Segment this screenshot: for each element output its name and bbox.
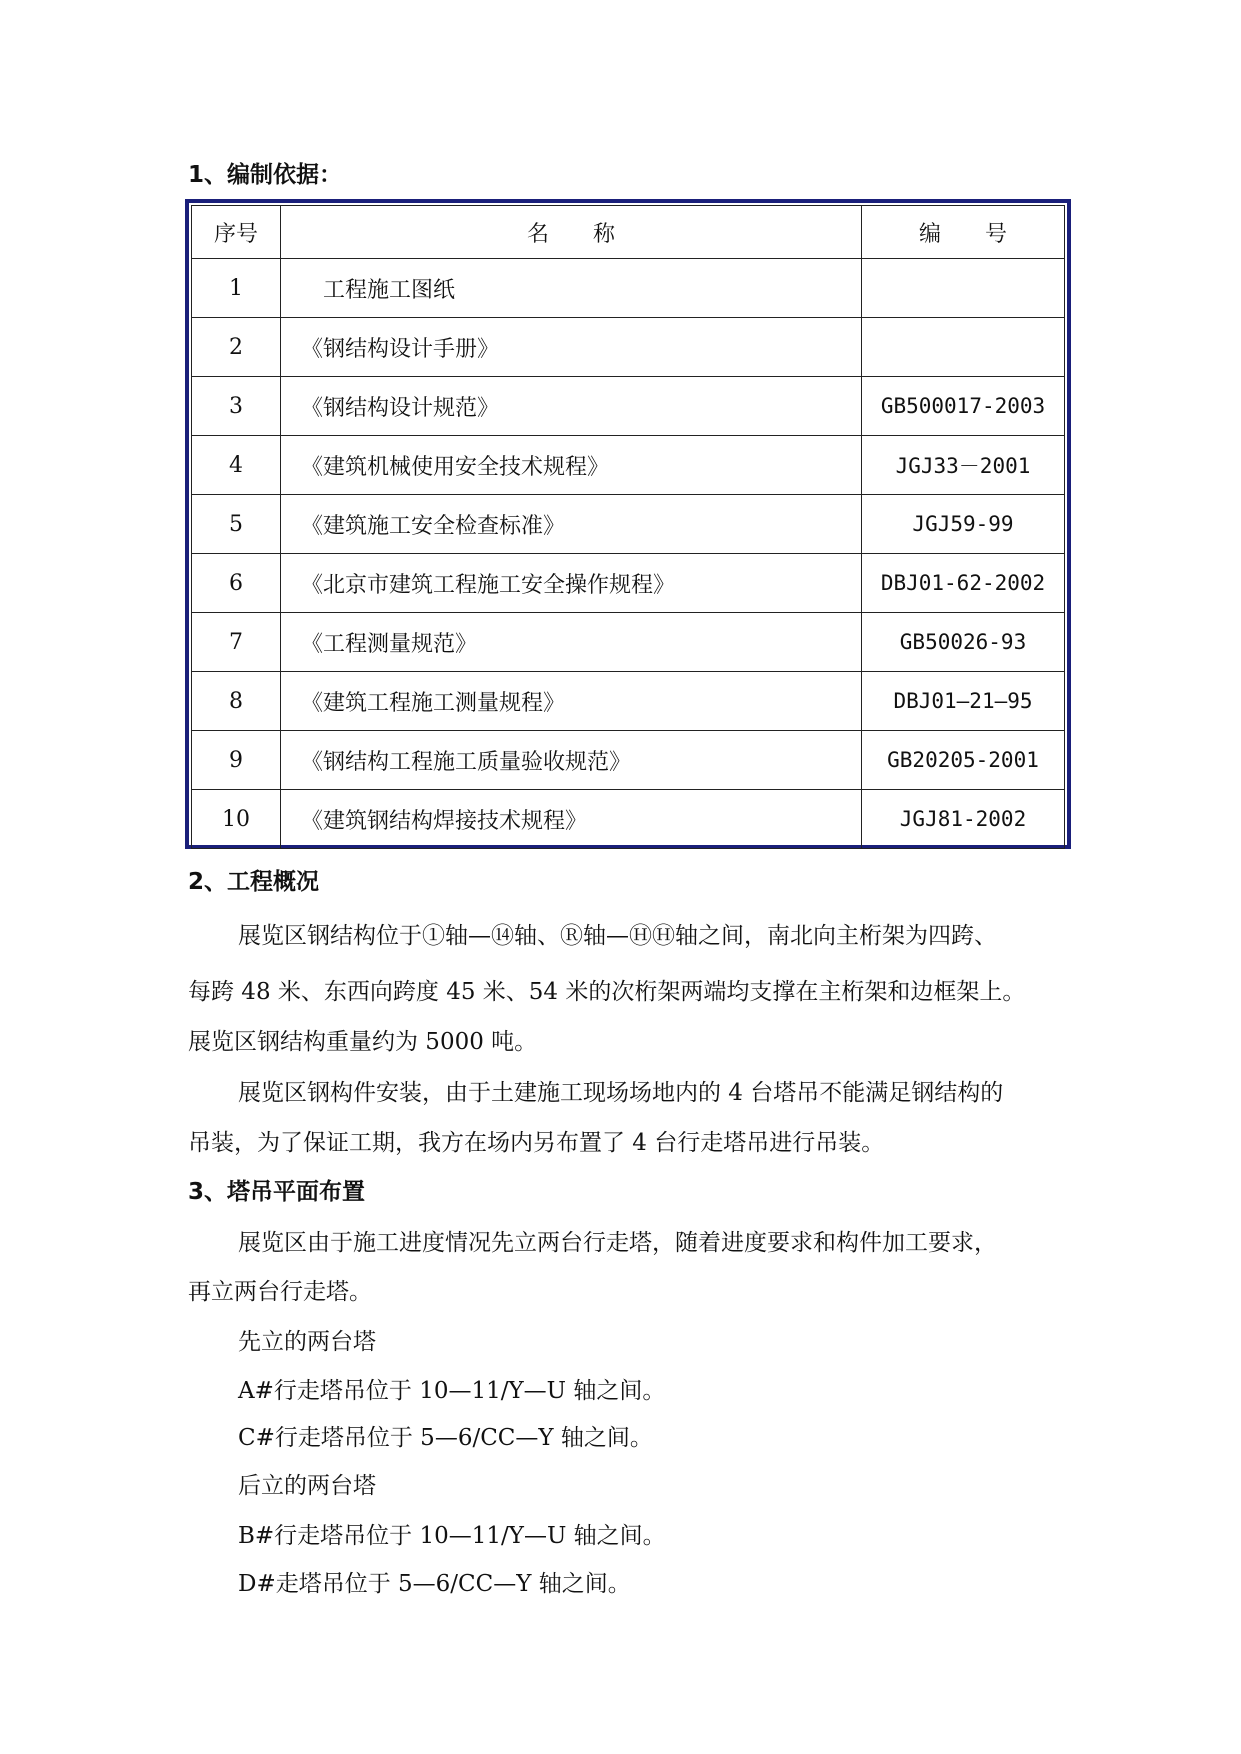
row-code: GB50026-93 <box>862 613 1065 672</box>
row-name: 《北京市建筑工程施工安全操作规程》 <box>281 554 862 613</box>
row-code: DBJ01—21—95 <box>862 672 1065 731</box>
table-row <box>192 259 1065 318</box>
table-row <box>192 613 1065 672</box>
header-code: 编 号 <box>862 206 1065 259</box>
overview-paragraph-line: 展览区钢结构位于①轴—⑭轴、Ⓡ轴—ⒽⒽ轴之间，南北向主桁架为四跨、 <box>238 923 997 949</box>
row-code: GB20205-2001 <box>862 731 1065 790</box>
header-index: 序号 <box>192 206 281 259</box>
tower-a-line: A#行走塔吊位于 10—11/Y—U 轴之间。 <box>238 1378 666 1404</box>
row-index: 6 <box>192 554 281 613</box>
row-name: 《工程测量规范》 <box>281 613 862 672</box>
row-code: GB500017-2003 <box>862 377 1065 436</box>
table-row <box>192 377 1065 436</box>
first-group-label: 先立的两台塔 <box>238 1329 376 1355</box>
row-name: 《建筑工程施工测量规程》 <box>281 672 862 731</box>
overview-paragraph-line: 吊装，为了保证工期，我方在场内另布置了 4 台行走塔吊进行吊装。 <box>188 1130 885 1156</box>
second-group-label: 后立的两台塔 <box>238 1473 376 1499</box>
row-index: 1 <box>192 259 281 318</box>
header-name: 名 称 <box>281 206 862 259</box>
section-heading-overview: 2、工程概况 <box>188 869 320 895</box>
row-code <box>862 318 1065 377</box>
table-row <box>192 495 1065 554</box>
row-name: 工程施工图纸 <box>281 259 862 318</box>
table-row <box>192 318 1065 377</box>
row-name: 《钢结构设计手册》 <box>281 318 862 377</box>
overview-paragraph-line: 展览区钢结构重量约为 5000 吨。 <box>188 1029 538 1055</box>
table-row <box>192 731 1065 790</box>
row-code <box>862 259 1065 318</box>
layout-paragraph-line: 再立两台行走塔。 <box>188 1279 372 1305</box>
row-code: JGJ33－2001 <box>862 436 1065 495</box>
row-index: 3 <box>192 377 281 436</box>
tower-b-line: B#行走塔吊位于 10—11/Y—U 轴之间。 <box>238 1523 666 1549</box>
section-heading-basis: 1、编制依据： <box>188 162 343 188</box>
table-row <box>192 436 1065 495</box>
row-code: JGJ81-2002 <box>862 790 1065 849</box>
overview-paragraph-line: 每跨 48 米、东西向跨度 45 米、54 米的次桁架两端均支撑在主桁架和边框架上。 <box>188 979 1026 1005</box>
layout-paragraph-line: 展览区由于施工进度情况先立两台行走塔，随着进度要求和构件加工要求， <box>238 1230 997 1256</box>
row-name: 《建筑机械使用安全技术规程》 <box>281 436 862 495</box>
table-header-row <box>192 206 1065 259</box>
row-code: DBJ01-62-2002 <box>862 554 1065 613</box>
row-name: 《建筑钢结构焊接技术规程》 <box>281 790 862 849</box>
section-heading-layout: 3、塔吊平面布置 <box>188 1179 366 1205</box>
row-index: 5 <box>192 495 281 554</box>
tower-c-line: C#行走塔吊位于 5—6/CC—Y 轴之间。 <box>238 1425 653 1451</box>
row-index: 10 <box>192 790 281 849</box>
row-index: 9 <box>192 731 281 790</box>
row-index: 4 <box>192 436 281 495</box>
row-index: 8 <box>192 672 281 731</box>
basis-table <box>191 205 1065 849</box>
table-row <box>192 790 1065 849</box>
row-name: 《钢结构设计规范》 <box>281 377 862 436</box>
basis-table-frame <box>185 199 1071 849</box>
tower-d-line: D#走塔吊位于 5—6/CC—Y 轴之间。 <box>238 1571 631 1597</box>
row-index: 7 <box>192 613 281 672</box>
row-code: JGJ59-99 <box>862 495 1065 554</box>
table-row <box>192 554 1065 613</box>
row-name: 《建筑施工安全检查标准》 <box>281 495 862 554</box>
row-index: 2 <box>192 318 281 377</box>
row-name: 《钢结构工程施工质量验收规范》 <box>281 731 862 790</box>
table-row <box>192 672 1065 731</box>
overview-paragraph-line: 展览区钢构件安装，由于土建施工现场场地内的 4 台塔吊不能满足钢结构的 <box>238 1080 1004 1106</box>
